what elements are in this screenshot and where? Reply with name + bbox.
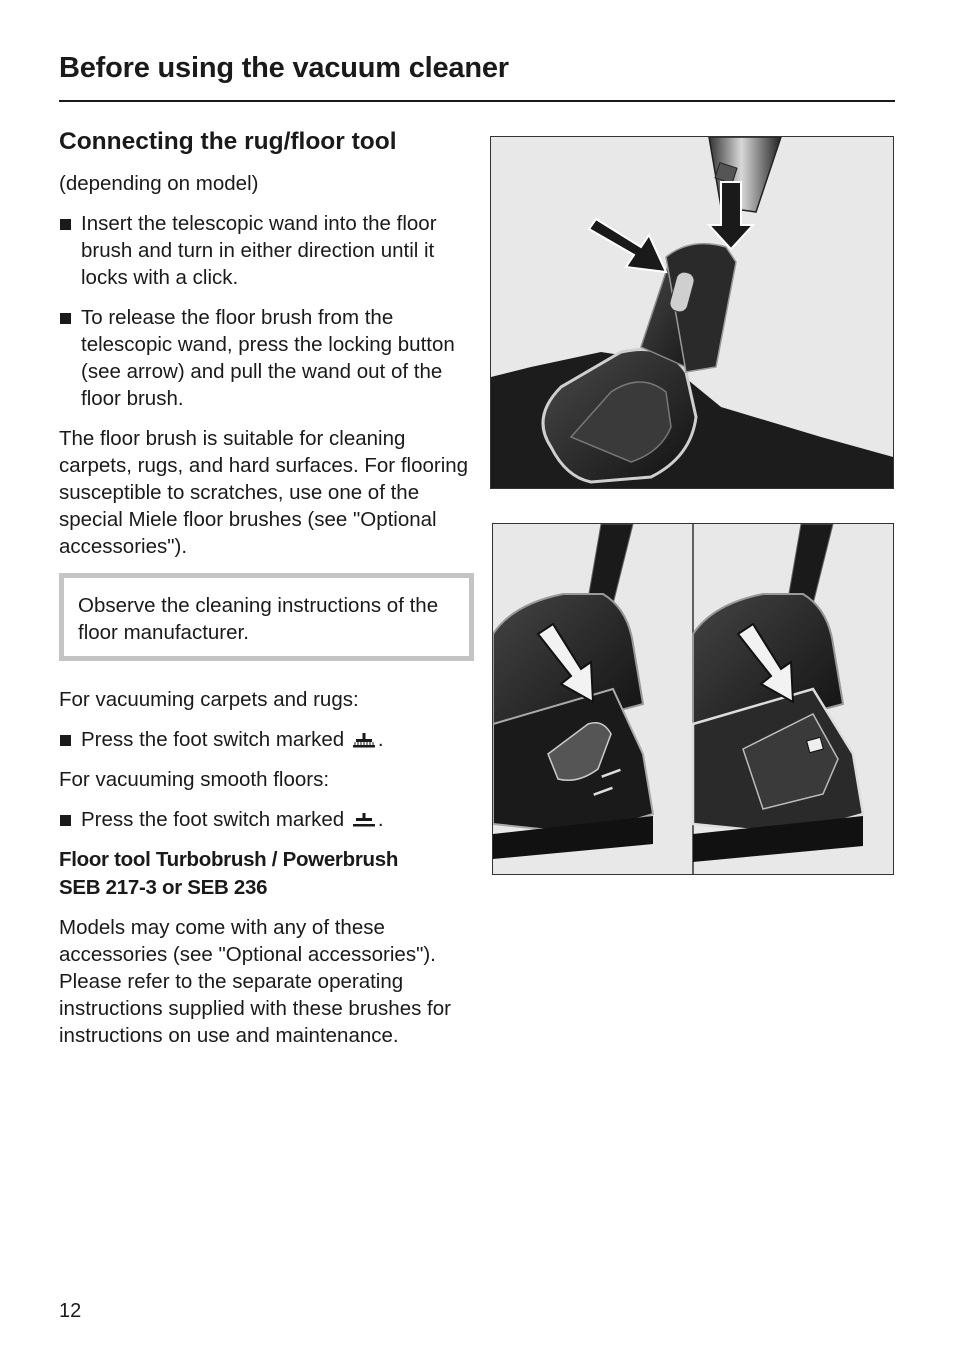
- smooth-intro: For vacuuming smooth floors:: [59, 768, 330, 791]
- bullet-text: To release the floor brush from the telescopic wand, press the locking button (see arrow) and pull the wand out of the floor brush.: [81, 306, 455, 410]
- smooth-floor-symbol-icon: [352, 813, 376, 829]
- carpet-symbol-icon: [352, 733, 376, 749]
- bullet-text: Insert the telescopic wand into the floor brush and turn in either direction until it locks with a click.: [81, 212, 437, 289]
- wand-connection-illustration: [491, 137, 893, 488]
- title-rule: [59, 100, 895, 102]
- left-column: [59, 126, 469, 1062]
- foot-switch-illustration: [493, 524, 893, 874]
- model-qualifier: (depending on model): [59, 172, 259, 195]
- smooth-floor-setting-panel: [693, 524, 863, 862]
- carpet-setting-panel: [493, 524, 653, 859]
- bullet-insert-wand: [59, 210, 469, 291]
- period: .: [377, 728, 384, 751]
- bullet-square-icon: [60, 219, 71, 230]
- bullet-square-icon: [60, 815, 71, 826]
- page-number: 12: [59, 1300, 82, 1322]
- bullet-square-icon: [60, 313, 71, 324]
- section-heading: Connecting the rug/floor tool: [59, 128, 397, 155]
- bullet-square-icon: [60, 735, 71, 746]
- carpets-intro: For vacuuming carpets and rugs:: [59, 688, 359, 711]
- page-title: Before using the vacuum cleaner: [59, 52, 509, 84]
- note-box: [59, 573, 474, 661]
- turbobrush-paragraph: Models may come with any of these accessories (see "Optional accessories"). Please refer to the separate operating instructions supplied with these brushes for instructions on use and maintenance.: [59, 916, 451, 1047]
- period: .: [377, 808, 384, 831]
- figure-foot-switch-positions: [492, 523, 894, 875]
- figure-wand-connection: [490, 136, 894, 489]
- turbobrush-heading: [59, 846, 469, 902]
- bullet-carpet-switch: [59, 726, 469, 753]
- turbobrush-heading-line2: SEB 217-3 or SEB 236: [59, 876, 268, 899]
- bullet-text: Press the foot switch marked: [81, 728, 345, 751]
- turbobrush-heading-line1: Floor tool Turbobrush / Powerbrush: [59, 848, 399, 871]
- bullet-release-brush: [59, 304, 469, 412]
- bullet-smooth-switch: [59, 806, 469, 833]
- note-text: Observe the cleaning instructions of the floor manufacturer.: [78, 594, 439, 644]
- bullet-text: Press the foot switch marked: [81, 808, 345, 831]
- suitability-paragraph: The floor brush is suitable for cleaning carpets, rugs, and hard surfaces. For flooring susceptible to scratches, use one of the special Miele floor brushes (see "Optional accessories").: [59, 427, 469, 558]
